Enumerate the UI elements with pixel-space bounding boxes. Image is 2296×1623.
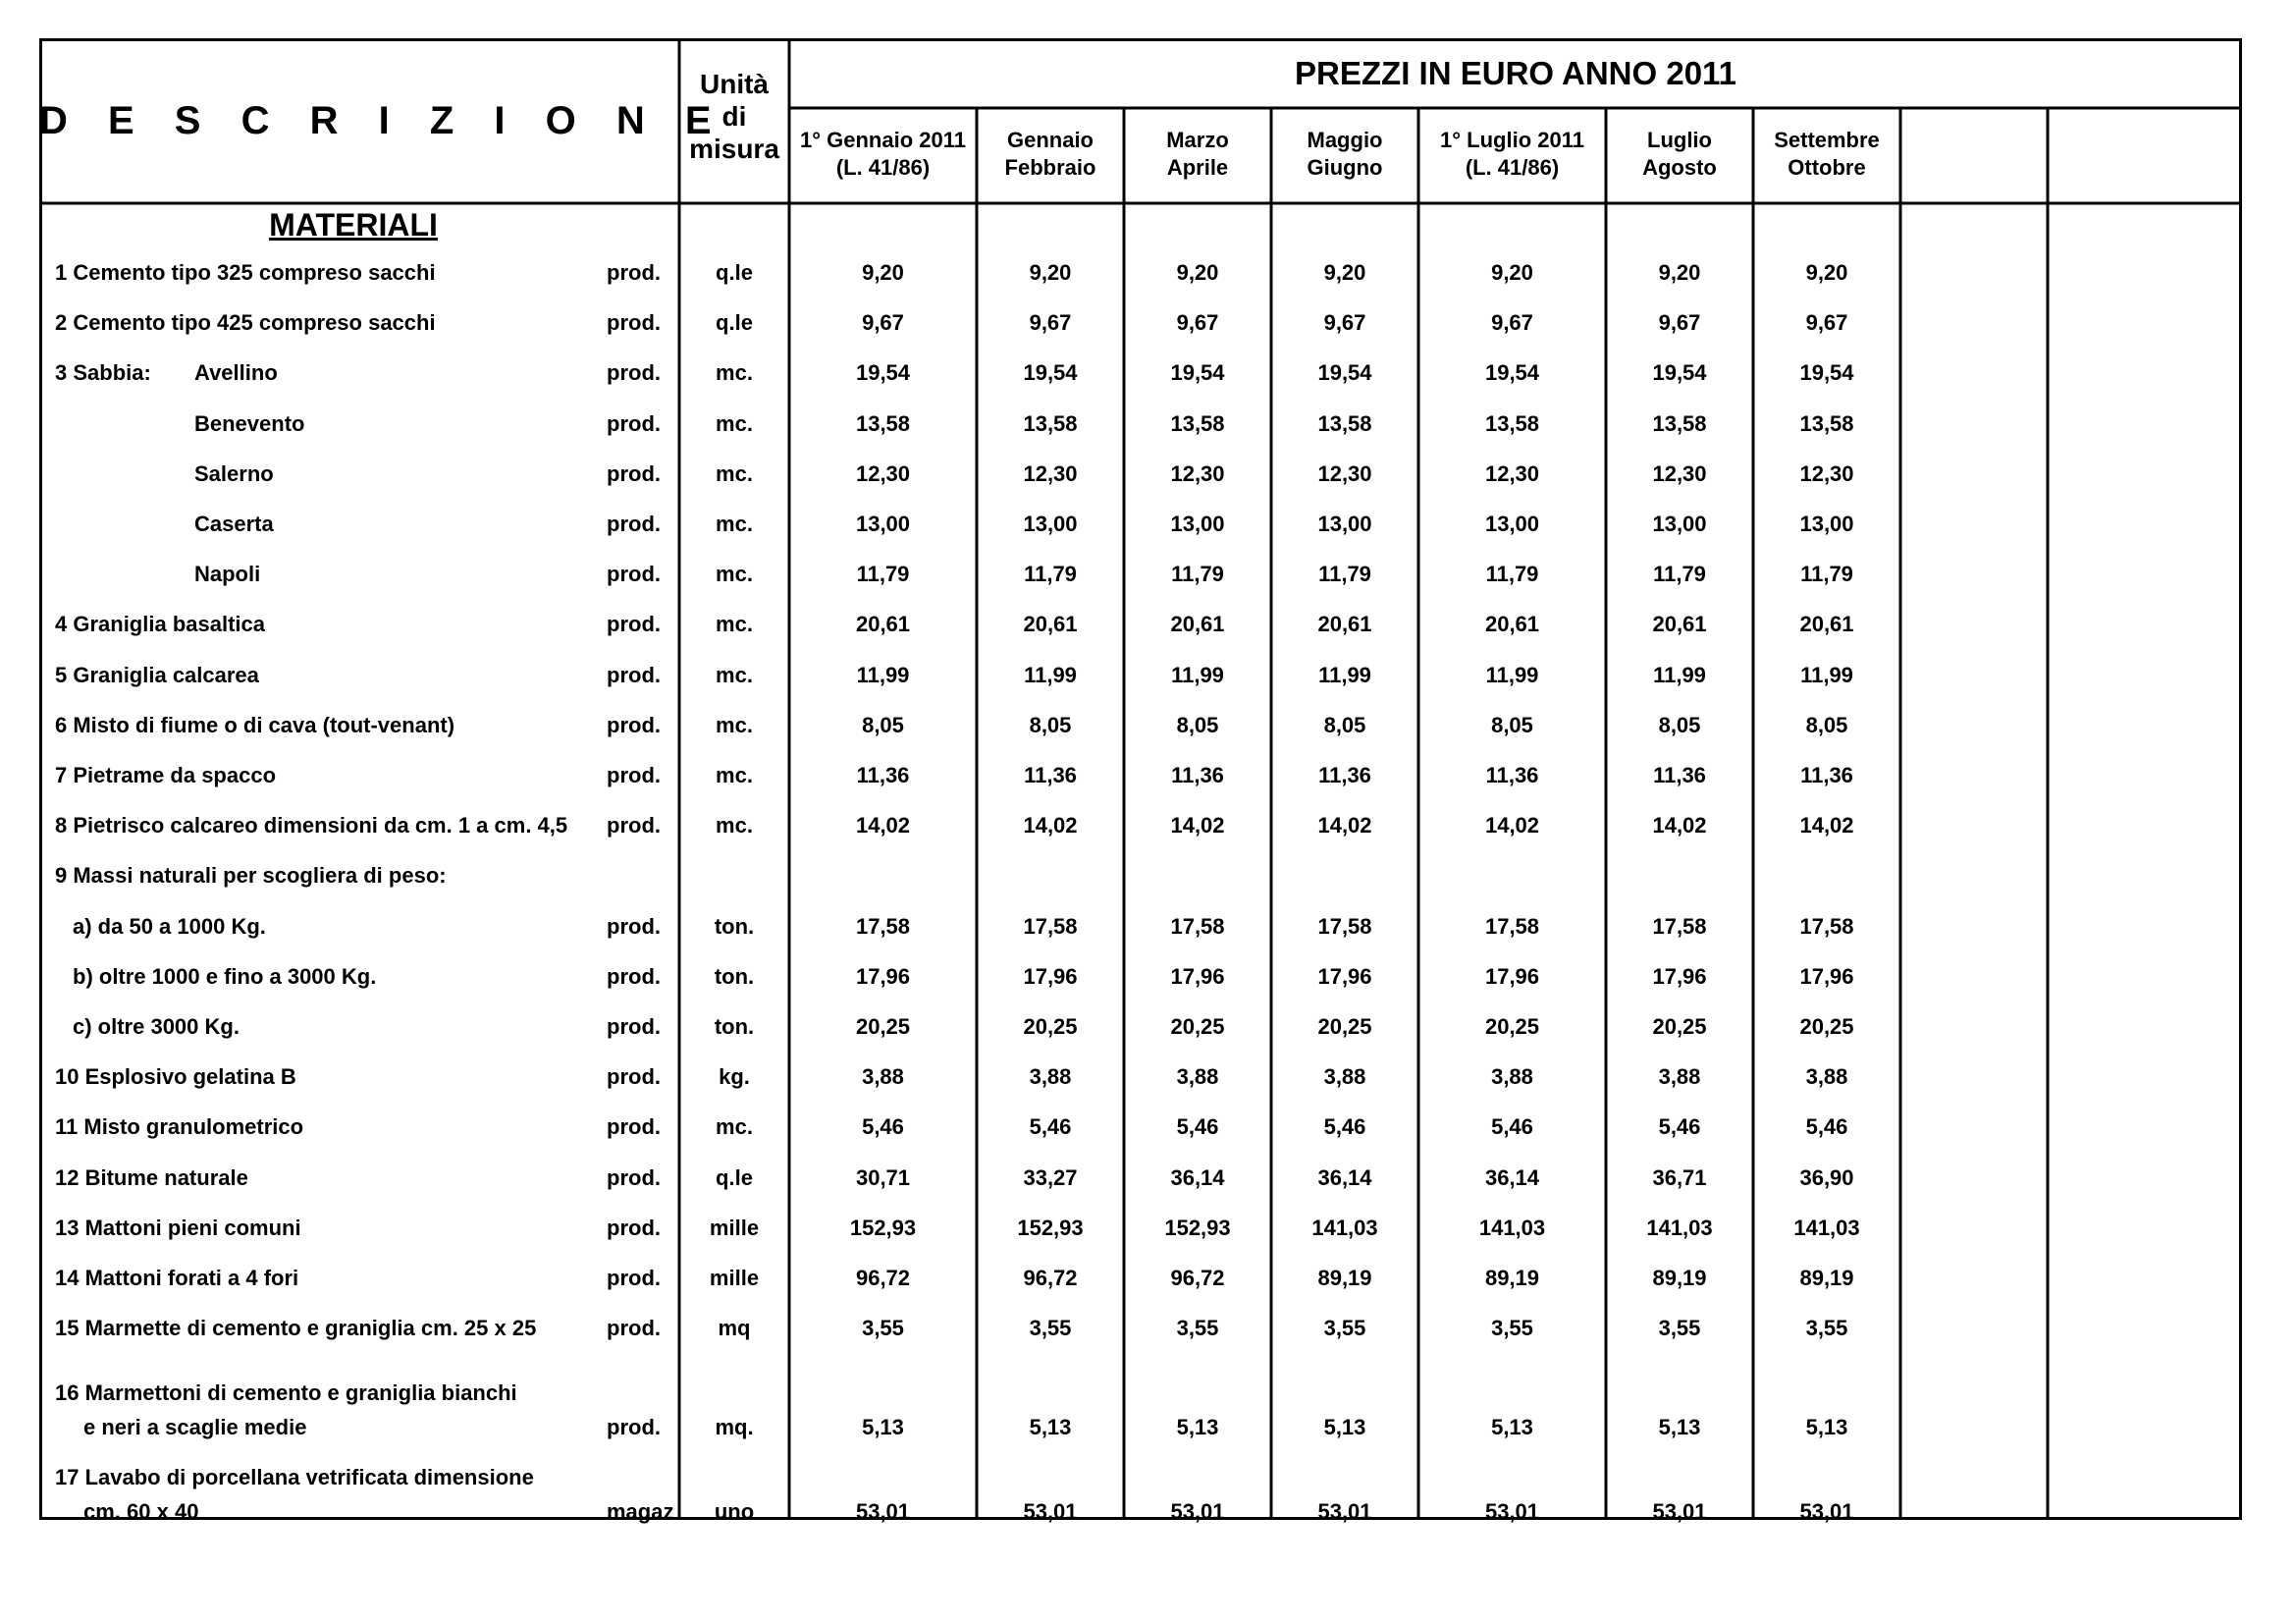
price-cell: 89,19 (1317, 1266, 1372, 1290)
price-cell: 3,55 (862, 1316, 904, 1341)
price-cell: 17,58 (1170, 913, 1225, 939)
price-cell: 36,14 (1170, 1164, 1225, 1190)
item-unit: mc. (716, 410, 753, 436)
price-cell: 8,05 (1176, 712, 1219, 737)
item-source: prod. (607, 913, 661, 939)
item-source: prod. (607, 963, 661, 989)
item-description: e neri a scaglie medie (83, 1415, 307, 1439)
price-cell: 3,55 (1658, 1316, 1701, 1341)
price-cell: 141,03 (1793, 1215, 1860, 1240)
period-header-line2: Febbraio (1004, 155, 1096, 180)
price-cell: 17,58 (855, 913, 911, 939)
price-cell: 9,20 (1323, 260, 1366, 285)
price-cell: 14,02 (1652, 813, 1707, 839)
price-cell: 17,96 (1652, 963, 1707, 989)
price-cell: 141,03 (1311, 1215, 1378, 1240)
price-cell: 11,99 (1171, 662, 1224, 687)
price-cell: 8,05 (1029, 712, 1072, 737)
price-cell: 13,00 (1317, 512, 1372, 536)
price-cell: 11,79 (856, 562, 910, 587)
item-source: prod. (607, 1415, 661, 1439)
price-cell: 30,71 (855, 1164, 911, 1190)
item-source: prod. (607, 1064, 661, 1090)
price-cell: 3,88 (1658, 1064, 1701, 1090)
price-cell: 12,30 (1170, 460, 1225, 486)
price-cell: 11,79 (1653, 562, 1706, 587)
period-header-line1: Settembre (1774, 128, 1880, 152)
price-cell: 89,19 (1652, 1266, 1707, 1290)
period-header-line2: Giugno (1307, 155, 1383, 180)
item-unit: mc. (716, 612, 753, 637)
price-cell: 5,46 (1323, 1114, 1366, 1140)
item-source: prod. (607, 612, 661, 637)
price-cell: 13,58 (1317, 410, 1372, 436)
price-cell: 3,88 (1491, 1064, 1533, 1090)
item-source: prod. (607, 410, 661, 436)
price-cell: 20,25 (1317, 1014, 1372, 1039)
price-cell: 19,54 (1023, 360, 1078, 386)
price-cell: 9,67 (1176, 310, 1219, 336)
item-source: prod. (607, 1215, 661, 1240)
price-cell: 11,99 (1653, 662, 1706, 687)
item-description: 13 Mattoni pieni comuni (55, 1215, 301, 1240)
price-cell: 3,88 (862, 1064, 904, 1090)
item-description: 7 Pietrame da spacco (55, 763, 277, 787)
price-cell: 14,02 (1484, 813, 1540, 839)
item-source: prod. (607, 1316, 661, 1341)
price-cell: 36,14 (1317, 1164, 1372, 1190)
price-cell: 14,02 (1317, 813, 1372, 839)
price-cell: 3,55 (1323, 1316, 1366, 1341)
period-header-line1: Luglio (1647, 128, 1712, 152)
item-source: prod. (607, 1014, 661, 1039)
item-source: prod. (607, 1266, 661, 1290)
price-cell: 11,36 (1485, 763, 1539, 787)
price-cell: 20,25 (1799, 1014, 1854, 1039)
unit-header-line: misura (689, 134, 779, 164)
price-cell: 3,55 (1029, 1316, 1072, 1341)
price-cell: 5,13 (1176, 1415, 1219, 1439)
item-description: 11 Misto granulometrico (55, 1114, 304, 1140)
item-description: 4 Graniglia basaltica (55, 612, 265, 637)
price-cell: 13,00 (1170, 512, 1225, 536)
price-cell: 9,20 (1658, 260, 1701, 285)
item-description: 2 Cemento tipo 425 compreso sacchi (55, 310, 436, 336)
price-cell: 13,00 (1799, 512, 1854, 536)
price-cell: 17,58 (1023, 913, 1078, 939)
price-cell: 14,02 (855, 813, 911, 839)
period-header-line1: 1° Luglio 2011 (1440, 128, 1584, 152)
price-cell: 3,88 (1176, 1064, 1219, 1090)
price-cell: 5,13 (1658, 1415, 1701, 1439)
price-cell: 152,93 (849, 1215, 917, 1240)
price-cell: 11,79 (1171, 562, 1224, 587)
price-cell: 8,05 (1805, 712, 1848, 737)
item-unit: mc. (716, 360, 753, 386)
item-unit: mq (718, 1316, 751, 1341)
price-cell: 19,54 (1799, 360, 1854, 386)
price-cell: 11,79 (1318, 562, 1371, 587)
item-unit: mc. (716, 1114, 753, 1140)
item-source: prod. (607, 360, 661, 386)
price-cell: 11,99 (1024, 662, 1077, 687)
unit-header-line: Unità (700, 69, 769, 99)
price-cell: 20,61 (855, 612, 911, 637)
price-cell: 89,19 (1799, 1266, 1854, 1290)
price-cell: 3,88 (1323, 1064, 1366, 1090)
price-cell: 14,02 (1023, 813, 1078, 839)
price-cell: 36,90 (1799, 1164, 1854, 1190)
item-source: prod. (607, 310, 661, 336)
price-cell: 13,58 (1023, 410, 1078, 436)
item-description: b) oltre 1000 e fino a 3000 Kg. (73, 963, 377, 989)
price-cell: 9,20 (1029, 260, 1072, 285)
item-source: prod. (607, 662, 661, 687)
item-unit: uno (714, 1499, 755, 1524)
price-cell: 141,03 (1646, 1215, 1713, 1240)
price-cell: 11,36 (1653, 763, 1706, 787)
price-cell: 36,14 (1484, 1164, 1540, 1190)
item-description: 3 Sabbia: (55, 360, 151, 386)
price-cell: 53,01 (1652, 1499, 1707, 1524)
price-cell: 13,58 (1652, 410, 1707, 436)
period-header-line1: Marzo (1166, 128, 1229, 152)
price-cell: 9,20 (1805, 260, 1848, 285)
price-cell: 9,67 (1805, 310, 1848, 336)
price-cell: 13,58 (855, 410, 911, 436)
item-unit: mc. (716, 512, 753, 536)
price-cell: 20,61 (1317, 612, 1372, 637)
price-cell: 20,25 (1484, 1014, 1540, 1039)
price-cell: 13,00 (1023, 512, 1078, 536)
price-cell: 5,46 (1805, 1114, 1848, 1140)
period-header-line2: (L. 41/86) (1465, 155, 1560, 180)
price-cell: 5,46 (1491, 1114, 1533, 1140)
item-unit: mc. (716, 460, 753, 486)
price-cell: 14,02 (1170, 813, 1225, 839)
price-cell: 5,13 (1491, 1415, 1533, 1439)
price-cell: 9,67 (862, 310, 904, 336)
price-cell: 5,13 (862, 1415, 904, 1439)
price-cell: 20,61 (1484, 612, 1540, 637)
item-unit: ton. (714, 1014, 755, 1039)
section-title: MATERIALI (269, 207, 438, 243)
price-cell: 13,58 (1484, 410, 1540, 436)
item-source: prod. (607, 562, 661, 587)
price-cell: 12,30 (855, 460, 911, 486)
item-source: prod. (607, 512, 661, 536)
price-cell: 13,00 (1484, 512, 1540, 536)
item-unit: mc. (716, 662, 753, 687)
period-header-line1: 1° Gennaio 2011 (800, 128, 966, 152)
item-unit: q.le (716, 310, 753, 336)
item-description: 6 Misto di fiume o di cava (tout-venant) (55, 712, 455, 737)
price-cell: 11,99 (856, 662, 910, 687)
price-cell: 5,46 (1029, 1114, 1072, 1140)
price-cell: 5,13 (1029, 1415, 1072, 1439)
item-unit: mc. (716, 562, 753, 587)
price-cell: 8,05 (1491, 712, 1533, 737)
price-cell: 17,96 (1484, 963, 1540, 989)
item-description: cm. 60 x 40 (83, 1499, 199, 1524)
price-cell: 9,20 (862, 260, 904, 285)
price-cell: 12,30 (1799, 460, 1854, 486)
price-cell: 3,88 (1805, 1064, 1848, 1090)
price-cell: 5,46 (1658, 1114, 1701, 1140)
item-unit: mille (709, 1215, 760, 1240)
price-cell: 13,58 (1799, 410, 1854, 436)
price-cell: 8,05 (862, 712, 904, 737)
item-unit: kg. (719, 1064, 750, 1090)
price-cell: 3,55 (1805, 1316, 1848, 1341)
price-cell: 17,58 (1317, 913, 1372, 939)
item-description: 17 Lavabo di porcellana vetrificata dimensione (55, 1465, 534, 1489)
price-cell: 3,55 (1176, 1316, 1219, 1341)
price-cell: 9,20 (1176, 260, 1219, 285)
price-cell: 12,30 (1484, 460, 1540, 486)
price-cell: 11,99 (1318, 662, 1371, 687)
item-description: 12 Bitume naturale (55, 1164, 248, 1190)
price-cell: 11,99 (1485, 662, 1539, 687)
price-cell: 13,58 (1170, 410, 1225, 436)
price-cell: 8,05 (1658, 712, 1701, 737)
price-cell: 9,67 (1491, 310, 1533, 336)
price-cell: 11,79 (1800, 562, 1853, 587)
item-source: magaz (607, 1499, 674, 1524)
price-cell: 12,30 (1317, 460, 1372, 486)
price-cell: 14,02 (1799, 813, 1854, 839)
period-header-line1: Maggio (1307, 128, 1383, 152)
price-cell: 20,25 (855, 1014, 911, 1039)
item-description: 16 Marmettoni di cemento e graniglia bianchi (55, 1380, 517, 1405)
price-cell: 11,36 (1318, 763, 1371, 787)
item-source: prod. (607, 712, 661, 737)
price-cell: 53,01 (855, 1499, 911, 1524)
price-cell: 20,61 (1799, 612, 1854, 637)
item-subdescription: Avellino (194, 360, 278, 386)
price-cell: 20,25 (1023, 1014, 1078, 1039)
price-cell: 17,58 (1484, 913, 1540, 939)
price-cell: 17,58 (1652, 913, 1707, 939)
price-cell: 20,61 (1170, 612, 1225, 637)
price-cell: 17,58 (1799, 913, 1854, 939)
price-cell: 17,96 (1170, 963, 1225, 989)
descrizione-header: D E S C R I Z I O N E (39, 99, 726, 142)
period-header-line1: Gennaio (1006, 128, 1094, 152)
price-cell: 19,54 (1317, 360, 1372, 386)
price-cell: 96,72 (1023, 1266, 1078, 1290)
price-cell: 8,05 (1323, 712, 1366, 737)
price-cell: 11,36 (1800, 763, 1853, 787)
price-cell: 12,30 (1023, 460, 1078, 486)
price-cell: 3,55 (1491, 1316, 1533, 1341)
item-unit: mc. (716, 712, 753, 737)
item-source: prod. (607, 763, 661, 787)
price-table (39, 38, 2242, 1524)
price-cell: 5,13 (1805, 1415, 1848, 1439)
item-description: 10 Esplosivo gelatina B (55, 1064, 296, 1090)
price-cell: 11,79 (1024, 562, 1077, 587)
item-source: prod. (607, 1164, 661, 1190)
price-cell: 11,79 (1485, 562, 1539, 587)
price-cell: 13,00 (855, 512, 911, 536)
price-cell: 53,01 (1170, 1499, 1225, 1524)
item-description: 9 Massi naturali per scogliera di peso: (55, 863, 447, 889)
price-cell: 13,00 (1652, 512, 1707, 536)
price-cell: 17,96 (855, 963, 911, 989)
item-description: c) oltre 3000 Kg. (73, 1014, 240, 1039)
item-unit: q.le (716, 1164, 753, 1190)
item-description: 14 Mattoni forati a 4 fori (55, 1266, 299, 1290)
unit-header-line: di (721, 101, 747, 132)
price-cell: 5,13 (1323, 1415, 1366, 1439)
price-cell: 11,36 (1024, 763, 1077, 787)
period-header-line2: (L. 41/86) (835, 155, 931, 180)
price-cell: 96,72 (855, 1266, 911, 1290)
item-unit: mq. (715, 1415, 754, 1439)
item-source: prod. (607, 813, 661, 839)
item-description: 8 Pietrisco calcareo dimensioni da cm. 1 a cm. 4,5 (55, 813, 568, 839)
item-unit: ton. (714, 913, 755, 939)
price-cell: 11,99 (1800, 662, 1853, 687)
item-subdescription: Benevento (194, 410, 305, 436)
price-cell: 5,46 (862, 1114, 904, 1140)
price-cell: 19,54 (855, 360, 911, 386)
price-cell: 17,96 (1317, 963, 1372, 989)
price-cell: 20,61 (1652, 612, 1707, 637)
price-cell: 19,54 (1170, 360, 1225, 386)
item-description: 15 Marmette di cemento e graniglia cm. 25 x 25 (55, 1316, 537, 1341)
item-source: prod. (607, 1114, 661, 1140)
unit-header (679, 68, 789, 165)
price-cell: 53,01 (1023, 1499, 1078, 1524)
price-cell: 19,54 (1652, 360, 1707, 386)
price-cell: 36,71 (1652, 1164, 1707, 1190)
price-cell: 12,30 (1652, 460, 1707, 486)
item-description: a) da 50 a 1000 Kg. (73, 913, 266, 939)
price-cell: 5,46 (1176, 1114, 1219, 1140)
price-cell: 141,03 (1478, 1215, 1546, 1240)
price-cell: 9,67 (1029, 310, 1072, 336)
item-unit: q.le (716, 260, 753, 285)
price-cell: 152,93 (1164, 1215, 1231, 1240)
price-cell: 3,88 (1029, 1064, 1072, 1090)
price-cell: 11,36 (856, 763, 910, 787)
price-cell: 89,19 (1484, 1266, 1540, 1290)
price-cell: 17,96 (1023, 963, 1078, 989)
item-unit: mc. (716, 813, 753, 839)
period-header-line2: Aprile (1166, 155, 1229, 180)
item-subdescription: Caserta (194, 512, 274, 536)
price-cell: 20,25 (1170, 1014, 1225, 1039)
price-cell: 53,01 (1484, 1499, 1540, 1524)
item-subdescription: Salerno (194, 460, 274, 486)
item-subdescription: Napoli (194, 562, 261, 587)
item-source: prod. (607, 460, 661, 486)
item-source: prod. (607, 260, 661, 285)
item-unit: mc. (716, 763, 753, 787)
price-cell: 20,25 (1652, 1014, 1707, 1039)
item-unit: ton. (714, 963, 755, 989)
price-cell: 33,27 (1023, 1164, 1078, 1190)
price-cell: 9,20 (1491, 260, 1533, 285)
item-description: 1 Cemento tipo 325 compreso sacchi (55, 260, 436, 285)
price-cell: 19,54 (1484, 360, 1540, 386)
price-cell: 96,72 (1170, 1266, 1225, 1290)
price-cell: 20,61 (1023, 612, 1078, 637)
period-header-line2: Ottobre (1788, 155, 1866, 180)
prezzi-header: PREZZI IN EURO ANNO 2011 (1295, 55, 1736, 91)
item-description: 5 Graniglia calcarea (55, 662, 259, 687)
price-cell: 9,67 (1658, 310, 1701, 336)
item-unit: mille (709, 1266, 760, 1290)
price-cell: 53,01 (1317, 1499, 1372, 1524)
price-cell: 11,36 (1171, 763, 1224, 787)
price-cell: 152,93 (1017, 1215, 1084, 1240)
price-cell: 9,67 (1323, 310, 1366, 336)
price-cell: 53,01 (1799, 1499, 1854, 1524)
price-cell: 17,96 (1799, 963, 1854, 989)
period-header-line2: Agosto (1642, 155, 1717, 180)
